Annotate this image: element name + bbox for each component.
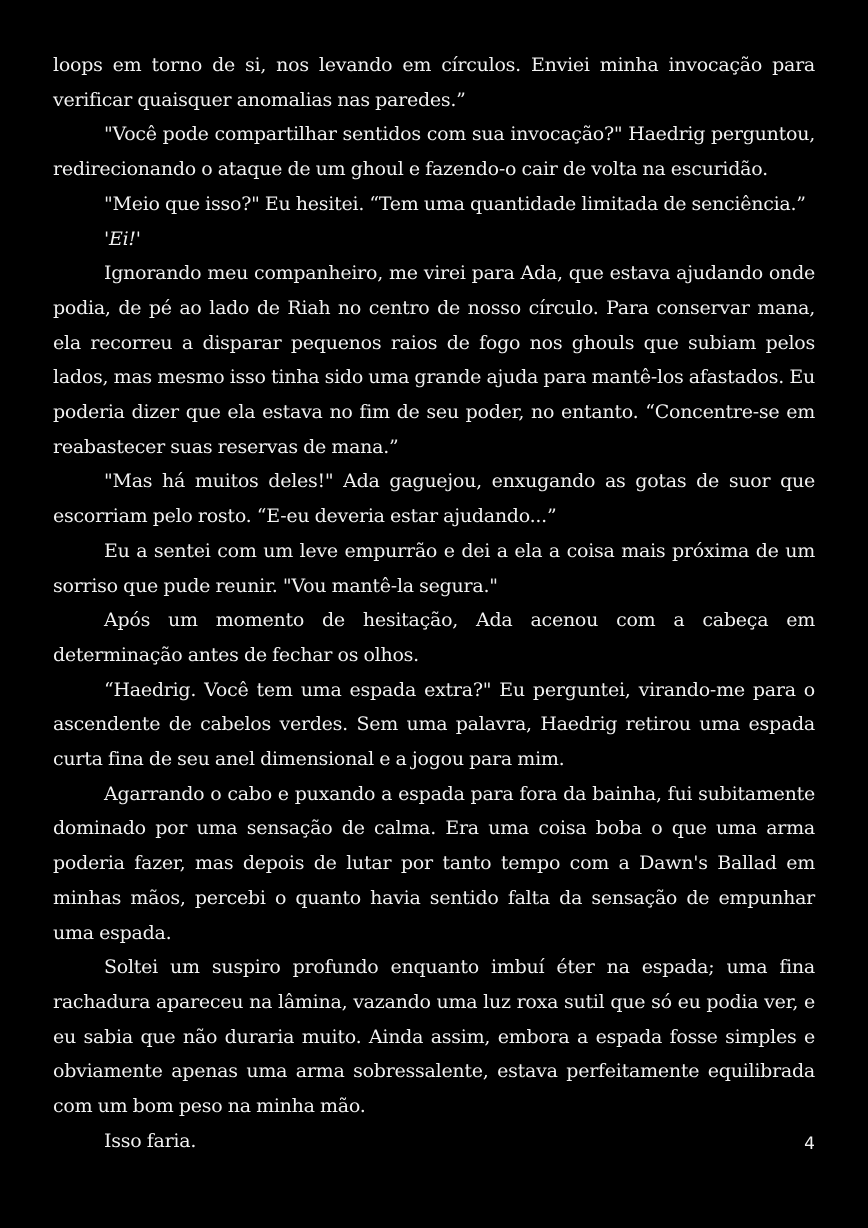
- paragraph-continuation: loops em torno de si, nos levando em círculos. Enviei minha invocação para verificar quaisquer anomalias nas paredes.”: [53, 54, 815, 111]
- page-number: 4: [804, 1134, 815, 1154]
- paragraph: "Meio que isso?" Eu hesitei. “Tem uma quantidade limitada de senciência.”: [104, 192, 806, 215]
- paragraph: "Você pode compartilhar sentidos com sua invocação?" Haedrig perguntou, redirecionando o ataque de um ghoul e fazendo-o cair de volta na escuridão.: [53, 123, 815, 181]
- paragraph: Eu a sentei com um leve empurrão e dei a ela a coisa mais próxima de um sorriso que pude reunir. "Vou mantê-la segura.": [53, 539, 815, 597]
- paragraph: “Haedrig. Você tem uma espada extra?" Eu perguntei, virando-me para o ascendente de cabelos verdes. Sem uma palavra, Haedrig retirou uma espada curta fina de seu anel dimensional e a jogou para mim.: [53, 678, 815, 771]
- page-body: [53, 48, 815, 1159]
- paragraph: "Mas há muitos deles!" Ada gaguejou, enxugando as gotas de suor que escorriam pelo rosto. “E-eu deveria estar ajudando...”: [53, 470, 815, 528]
- paragraph: Agarrando o cabo e puxando a espada para fora da bainha, fui subitamente dominado por uma sensação de calma. Era uma coisa boba o que uma arma poderia fazer, mas depois de lutar por tanto tempo com a Dawn's Ballad em minhas mãos, percebi o quanto havia sentido falta da sensação de empunhar uma espada.: [53, 782, 815, 944]
- paragraph: Após um momento de hesitação, Ada acenou com a cabeça em determinação antes de fechar os olhos.: [53, 609, 815, 666]
- paragraph: Ignorando meu companheiro, me virei para Ada, que estava ajudando onde podia, de pé ao lado de Riah no centro de nosso círculo. Para conservar mana, ela recorreu a disparar pequenos raios de fogo nos ghouls que subiam pelos lados, mas mesmo isso tinha sido uma grande ajuda para mantê-los afastados. Eu poderia dizer que ela estava no fim de seu poder, no entanto. “Concentre-se em reabastecer suas reservas de mana.”: [53, 262, 815, 458]
- paragraph: Isso faria.: [104, 1129, 197, 1152]
- paragraph-thought: 'Ei!': [104, 227, 141, 250]
- paragraph: Soltei um suspiro profundo enquanto imbuí éter na espada; uma fina rachadura apareceu na lâmina, vazando uma luz roxa sutil que só eu podia ver, e eu sabia que não duraria muito. Ainda assim, embora a espada fosse simples e obviamente apenas uma arma sobressalente, estava perfeitamente equilibrada com um bom peso na minha mão.: [53, 956, 815, 1118]
